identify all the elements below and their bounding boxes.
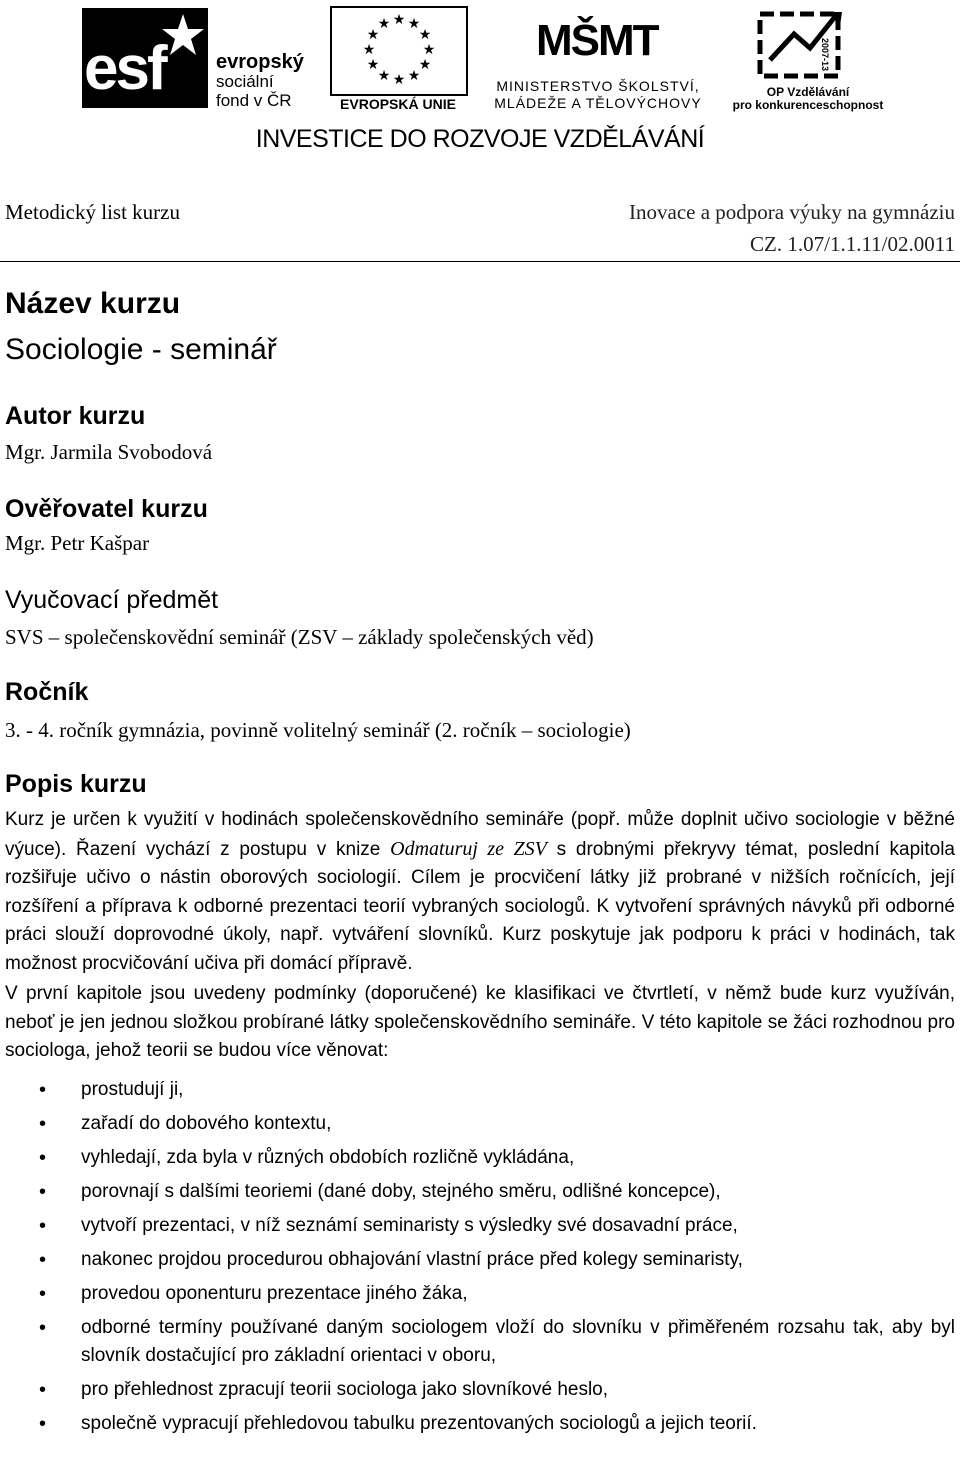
author-label: Autor kurzu xyxy=(5,402,146,430)
list-item xyxy=(5,1246,955,1274)
svg-text:★: ★ xyxy=(407,17,421,32)
subject-label: Vyučovací předmět xyxy=(5,586,219,614)
list-item-text: zařadí do dobového kontextu, xyxy=(81,1113,332,1134)
list-item xyxy=(5,1410,955,1438)
bullet-list xyxy=(5,1076,955,1438)
op-side-text: 2007-13 xyxy=(820,38,830,72)
msmt-mark: MŠMT xyxy=(536,16,658,65)
list-item xyxy=(5,1376,955,1404)
bullet-icon: • xyxy=(39,1147,47,1169)
course-name-value: Sociologie - seminář xyxy=(5,333,277,366)
list-item-text: pro přehlednost zpracují teorii sociologa jako slovníkové heslo, xyxy=(81,1379,609,1400)
eu-logo xyxy=(330,6,466,110)
bullet-icon: • xyxy=(39,1317,47,1339)
eu-stars-icon xyxy=(356,8,442,94)
op-graphic-icon xyxy=(754,4,854,89)
description-body xyxy=(5,806,955,1066)
msmt-line2: MLÁDEŽE A TĚLOVÝCHOVY xyxy=(494,95,702,111)
header-right-line2: CZ. 1.07/1.1.11/02.0011 xyxy=(750,232,955,256)
esf-line3: fond v ČR xyxy=(216,91,292,110)
list-item-text: vyhledají, zda byla v různých obdobích rozličně vykládána, xyxy=(81,1147,575,1168)
svg-text:★: ★ xyxy=(366,58,380,73)
course-name-label: Název kurzu xyxy=(5,287,181,320)
bullet-section xyxy=(5,1076,955,1438)
author-value: Mgr. Jarmila Svobodová xyxy=(5,440,213,464)
list-item-text: vytvoří prezentaci, v níž seznámí seminaristy s výsledky své dosavadní práce, xyxy=(81,1215,738,1236)
list-item-text: provedou oponenturu prezentace jiného žáka, xyxy=(81,1283,468,1304)
svg-text:★: ★ xyxy=(418,58,432,73)
esf-star-icon xyxy=(160,12,206,63)
verifier-label: Ověřovatel kurzu xyxy=(5,495,208,523)
esf-mark: esf xyxy=(84,34,165,103)
list-item-text: prostudují ji, xyxy=(81,1079,184,1100)
op-line1: OP Vzdělávání xyxy=(766,85,850,99)
bullet-icon: • xyxy=(39,1413,47,1435)
investice-tagline: INVESTICE DO ROZVOJE VZDĚLÁVÁNÍ xyxy=(255,125,705,153)
svg-text:★: ★ xyxy=(377,69,391,84)
esf-logo xyxy=(82,8,322,108)
list-item xyxy=(5,1280,955,1308)
svg-text:★: ★ xyxy=(362,43,376,58)
list-item-text: nakonec projdou procedurou obhajování vlastní práce před kolegy seminaristy, xyxy=(81,1249,743,1270)
svg-text:★: ★ xyxy=(366,28,380,43)
esf-line1: evropský xyxy=(216,51,304,73)
list-item xyxy=(5,1212,955,1240)
bullet-icon: • xyxy=(39,1379,47,1401)
svg-text:★: ★ xyxy=(377,17,391,32)
list-item xyxy=(5,1076,955,1104)
header-divider xyxy=(0,261,960,262)
msmt-logo xyxy=(478,6,718,110)
op-logo xyxy=(728,4,888,112)
description-label: Popis kurzu xyxy=(5,770,147,798)
bullet-icon: • xyxy=(39,1181,47,1203)
logo-banner xyxy=(0,0,960,160)
bullet-icon: • xyxy=(39,1113,47,1135)
bullet-icon: • xyxy=(39,1079,47,1101)
svg-text:★: ★ xyxy=(392,73,406,88)
list-item xyxy=(5,1110,955,1138)
list-item-text: odborné termíny používané daným sociologem vloží do slovníku v přiměřeném rozsahu tak, aby byl slovník dostačující pro základní orientaci v oboru, xyxy=(81,1317,955,1366)
list-item-text: porovnají s dalšími teoriemi (dané doby, stejného směru, odlišné koncepce), xyxy=(81,1181,721,1202)
description-paragraph-1 xyxy=(5,806,955,978)
description-text-cont: s drobnými překryvy témat, poslední kapitola rozšiřuje učivo o nástin oborových sociologií. Cílem je procvičení látky již probrané v nižších ročnících, její rozšíření a příprava k odborné prezentaci teorií vybraných sociologů. K vytvoření správných návyků při odborné práci slouží doprovodné úkoly, např. vytváření slovníků. Kurz poskytuje jak podporu k práci v hodinách, tak možnost procvičování učiva při domácí přípravě. xyxy=(5,838,955,974)
svg-text:★: ★ xyxy=(418,28,432,43)
header-right-line1: Inovace a podpora výuky na gymnáziu xyxy=(629,200,955,224)
op-line2: pro konkurenceschopnost xyxy=(732,98,884,112)
grade-value: 3. - 4. ročník gymnázia, povinně volitelný seminář (2. ročník – sociologie) xyxy=(5,718,631,742)
verifier-value: Mgr. Petr Kašpar xyxy=(5,531,150,555)
svg-text:★: ★ xyxy=(407,69,421,84)
bullet-icon: • xyxy=(39,1215,47,1237)
list-item-text: společně vypracují přehledovou tabulku prezentovaných sociologů a jejich teorií. xyxy=(81,1413,757,1434)
eu-caption: EVROPSKÁ UNIE xyxy=(340,96,456,112)
bullet-icon: • xyxy=(39,1249,47,1271)
svg-text:★: ★ xyxy=(392,13,406,28)
bullet-icon: • xyxy=(39,1283,47,1305)
description-paragraph-2: V první kapitole jsou uvedeny podmínky (doporučené) ke klasifikaci ve čtvrtletí, v němž bude kurz využíván, neboť je jen jednou složkou probírané látky společenskovědního semináře. V této kapitole se žáci rozhodnou pro sociologa, jehož teorii se budou více věnovat: xyxy=(5,983,955,1061)
msmt-line1: MINISTERSTVO ŠKOLSTVÍ, xyxy=(496,78,700,94)
description-text: Kurz je určen k využití v hodinách společenskovědního semináře (popř. může doplnit učivo sociologie v běžné výuce). Řazení vychází z postupu v knize xyxy=(5,809,955,860)
header-left: Metodický list kurzu xyxy=(5,200,180,224)
book-title: Odmaturuj ze ZSV xyxy=(390,837,547,860)
grade-label: Ročník xyxy=(5,678,89,706)
list-item xyxy=(5,1314,955,1370)
svg-text:★: ★ xyxy=(422,43,436,58)
subject-value: SVS – společenskovědní seminář (ZSV – základy společenských věd) xyxy=(5,625,594,649)
list-item xyxy=(5,1178,955,1206)
list-item xyxy=(5,1144,955,1172)
esf-line2: sociální xyxy=(216,72,274,91)
